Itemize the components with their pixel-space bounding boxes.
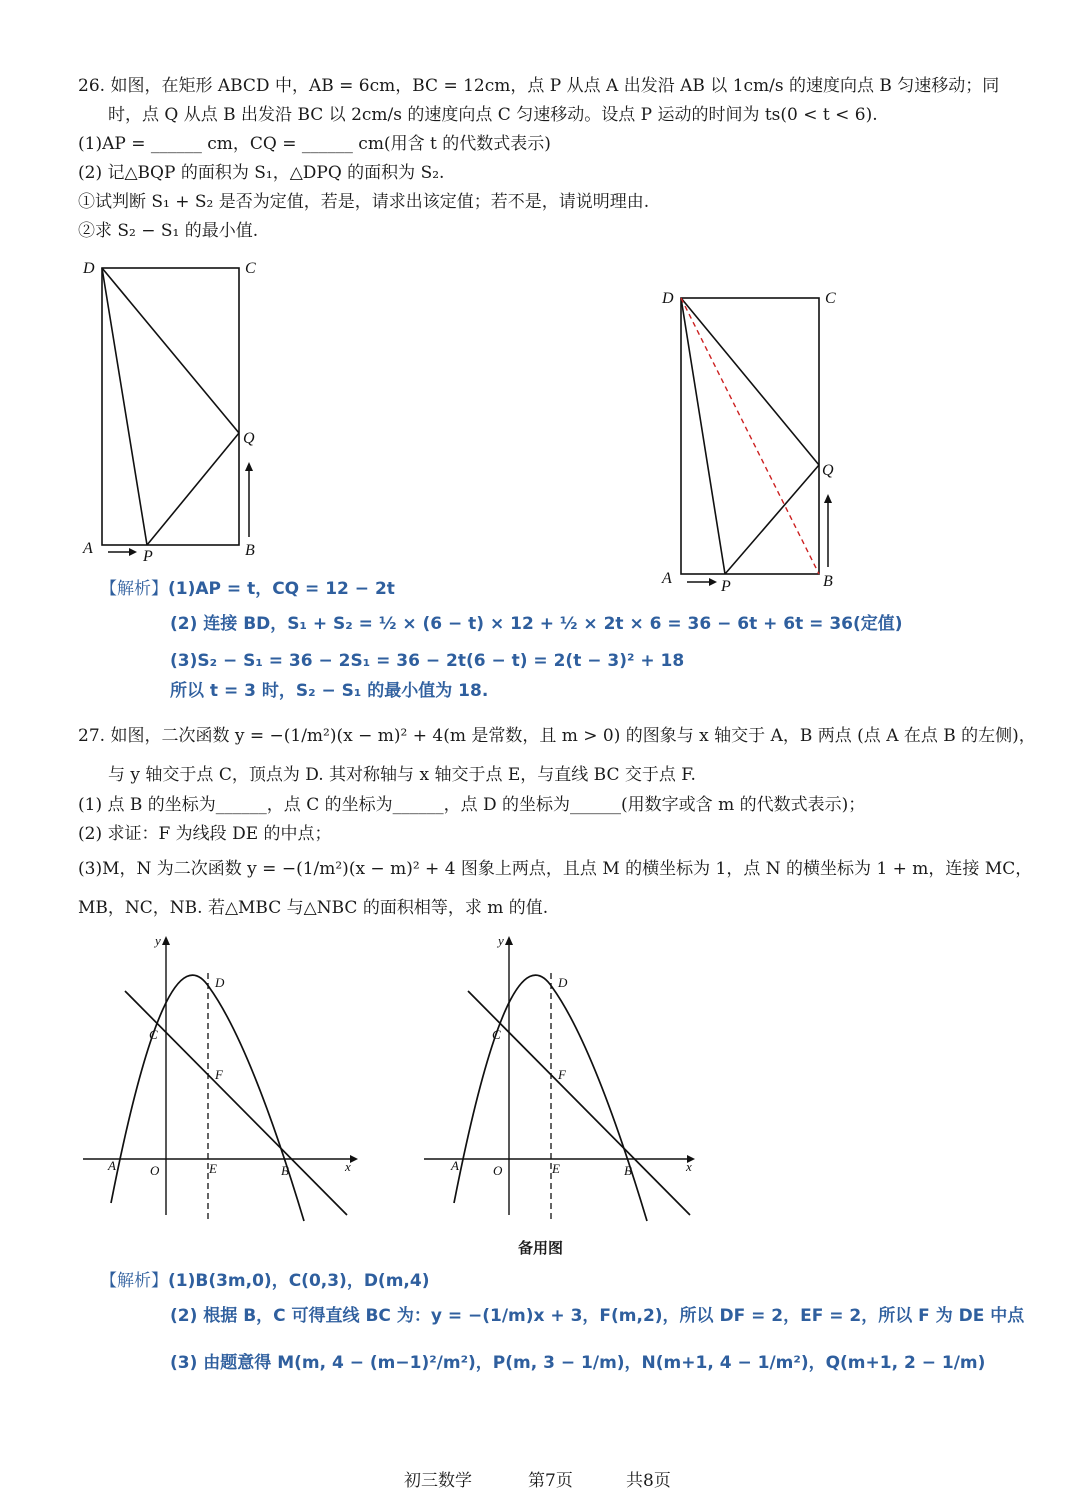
label-q: Q (243, 430, 255, 447)
arrowhead-q-icon (824, 494, 832, 503)
q26-solution-1-text: (1)AP = t，CQ = 12 − 2t (168, 579, 395, 599)
label-a: A (662, 570, 672, 587)
q27-line-2: 与 y 轴交于点 C，顶点为 D. 其对称轴与 x 轴交于点 E，与直线 BC 交于点 F. (108, 765, 696, 785)
label-q: Q (822, 462, 834, 479)
label-d: D (215, 975, 225, 990)
label-a: A (108, 1158, 116, 1173)
segment-dp (681, 298, 725, 574)
solution-tag: 【解析】 (100, 579, 168, 599)
segment-pq (147, 433, 239, 545)
arrowhead-p-icon (709, 578, 717, 586)
q27-part-3: (3)M，N 为二次函数 y = −(1/m²)(x − m)² + 4 图象上两点，且点 M 的横坐标为 1，点 N 的横坐标为 1 + m，连接 MC， (78, 859, 1033, 879)
line-bc (468, 991, 690, 1215)
q27-figure-right (418, 925, 718, 1225)
label-d: D (662, 290, 674, 307)
label-b: B (281, 1163, 289, 1178)
footer-subject: 初三数学 (404, 1471, 472, 1491)
label-b: B (624, 1163, 632, 1178)
label-y: y (498, 933, 504, 948)
label-p: P (721, 578, 731, 595)
q27-solution-2: (2) 根据 B，C 可得直线 BC 为：y = −(1/m)x + 3，F(m,2)，所以 DF = 2，EF = 2，所以 F 为 DE 中点 (170, 1306, 1025, 1326)
solution-tag: 【解析】 (100, 1271, 168, 1291)
label-f: F (558, 1067, 566, 1082)
arrowhead-p-icon (129, 548, 137, 556)
q27-solution-1 (100, 1270, 429, 1292)
label-b: B (823, 573, 833, 590)
x-axis-arrow-icon (350, 1155, 358, 1163)
q26-part-1: (1)AP = ______ cm，CQ = ______ cm(用含 t 的代数式表示) (78, 134, 551, 154)
q26-part-2a: ①试判断 S₁ + S₂ 是否为定值，若是，请求出该定值；若不是，请说明理由. (78, 192, 650, 212)
segment-pq (725, 465, 819, 574)
segment-dp (102, 268, 147, 545)
label-x: x (686, 1159, 692, 1174)
q26-figure-right (655, 285, 855, 595)
y-axis-arrow-icon (505, 936, 513, 945)
q26-part-2: (2) 记△BQP 的面积为 S₁，△DPQ 的面积为 S₂. (78, 163, 445, 183)
q27-part-2: (2) 求证：F 为线段 DE 的中点； (78, 824, 332, 844)
label-a: A (83, 540, 93, 557)
arrowhead-q-icon (245, 462, 253, 471)
label-d: D (83, 260, 95, 277)
q26-solution-2: (2) 连接 BD，S₁ + S₂ = ½ × (6 − t) × 12 + ½ × 2t × 6 = 36 − 6t + 6t = 36(定值) (170, 614, 903, 634)
q27-line-1: 27. 如图，二次函数 y = −(1/m²)(x − m)² + 4(m 是常数，且 m > 0) 的图象与 x 轴交于 A，B 两点 (点 A 在点 B 的左侧)， (78, 726, 1036, 746)
label-c: C (492, 1027, 501, 1042)
q26-solution-3: (3)S₂ − S₁ = 36 − 2S₁ = 36 − 2t(6 − t) = 2(t − 3)² + 18 (170, 651, 685, 671)
rectangle-abcd (102, 268, 239, 545)
segment-dq (102, 268, 239, 433)
footer-total-pages: 共8页 (626, 1471, 671, 1491)
label-f: F (215, 1067, 223, 1082)
q26-solution-4: 所以 t = 3 时，S₂ − S₁ 的最小值为 18. (170, 681, 489, 701)
q26-part-2b: ②求 S₂ − S₁ 的最小值. (78, 221, 259, 241)
segment-bd-dashed (681, 298, 819, 574)
q26-line-2: 时，点 Q 从点 B 出发沿 BC 以 2cm/s 的速度向点 C 匀速移动。设点 P 运动的时间为 ts(0 < t < 6). (108, 105, 878, 125)
label-e: E (552, 1161, 560, 1176)
footer-page-number: 第7页 (528, 1471, 573, 1491)
label-e: E (209, 1161, 217, 1176)
label-p: P (143, 548, 153, 565)
q26-solution-1 (100, 578, 395, 600)
label-a: A (451, 1158, 459, 1173)
q27-solution-3: (3) 由题意得 M(m, 4 − (m−1)²/m²)，P(m, 3 − 1/m)，N(m+1, 4 − 1/m²)，Q(m+1, 2 − 1/m) (170, 1353, 986, 1373)
q27-part-1: (1) 点 B 的坐标为______，点 C 的坐标为______，点 D 的坐标为______(用数字或含 m 的代数式表示)； (78, 795, 866, 815)
label-o: O (150, 1163, 160, 1178)
label-x: x (345, 1159, 351, 1174)
q27-part-3b: MB，NC，NB. 若△MBC 与△NBC 的面积相等，求 m 的值. (78, 898, 549, 918)
q27-solution-1-text: (1)B(3m,0)，C(0,3)，D(m,4) (168, 1271, 430, 1291)
label-b: B (245, 542, 255, 559)
segment-dq (681, 298, 819, 465)
q26-line-1: 26. 如图，在矩形 ABCD 中，AB = 6cm，BC = 12cm，点 P 从点 A 出发沿 AB 以 1cm/s 的速度向点 B 匀速移动；同 (78, 76, 1000, 96)
q26-figure-left (75, 255, 275, 565)
line-bc (125, 991, 347, 1215)
backup-figure-caption: 备用图 (518, 1239, 564, 1257)
label-c: C (149, 1027, 158, 1042)
label-d: D (558, 975, 568, 990)
label-c: C (245, 260, 256, 277)
y-axis-arrow-icon (162, 936, 170, 945)
label-c: C (825, 290, 836, 307)
label-y: y (155, 933, 161, 948)
q27-figure-left (75, 925, 375, 1225)
label-o: O (493, 1163, 503, 1178)
